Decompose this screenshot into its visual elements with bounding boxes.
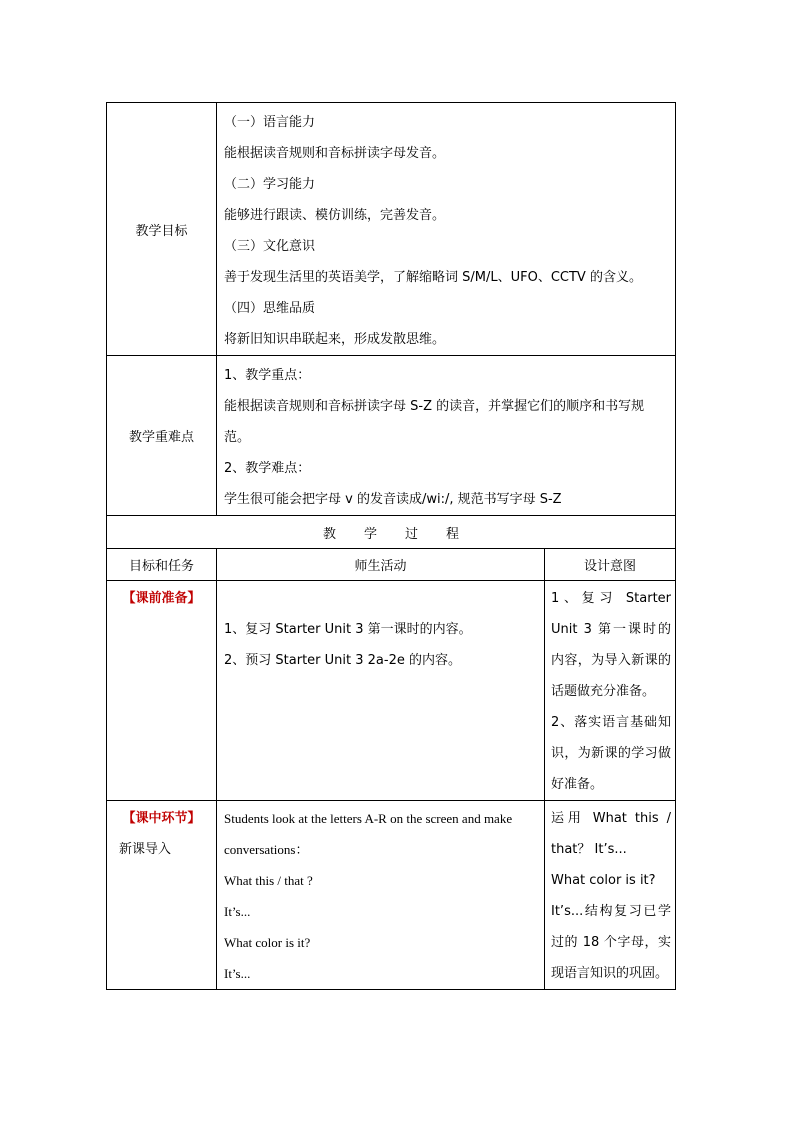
preparation-activities-cell [217,581,545,801]
objective-text-language: 能根据读音规则和音标拼读字母发音。 [224,146,446,161]
lesson-intent-1: 运用 What this / that？ It’s... [551,811,672,857]
lesson-intent-2: What color is it? [551,873,656,888]
preparation-goal-cell [107,581,217,801]
preparation-intent-1: 1、复习 Starter Unit 3 第一课时的内容，为导入新课的话题做充分准备。 [551,591,672,699]
lesson-activity-1: Students look at the letters A-R on the screen and make conversations： [224,811,513,857]
difficult-point-text: 学生很可能会把字母 v 的发音读成/wi:/, 规范书写字母 S-Z [224,492,562,507]
process-row-lesson [107,801,676,990]
lesson-tag: 【课中环节】 [122,811,201,826]
preparation-intent-cell [545,581,676,801]
key-points-row [107,356,676,516]
lesson-activity-5: It’s... [224,966,251,981]
preparation-tag: 【课前准备】 [122,591,201,606]
header-intent: 设计意图 [545,549,676,581]
objective-heading-language: （一）语言能力 [224,115,316,130]
key-points-label: 教学重难点 [107,356,217,516]
header-activities: 师生活动 [217,549,545,581]
objective-text-learning: 能够进行跟读、模仿训练，完善发音。 [224,208,446,223]
lesson-plan-table [106,102,676,990]
key-points-content [217,356,676,516]
objectives-content [217,103,676,356]
lesson-intent-cell [545,801,676,990]
header-goal: 目标和任务 [107,549,217,581]
process-header-row [107,549,676,581]
lesson-subtitle: 新课导入 [119,842,172,857]
key-point-text: 能根据读音规则和音标拼读字母 S-Z 的读音，并掌握它们的顺序和书写规范。 [224,399,645,445]
lesson-activities-cell [217,801,545,990]
lesson-activity-2: What this / that ? [224,873,313,888]
difficult-point-heading: 2、教学难点： [224,461,311,476]
process-title: 教学过程 [107,516,676,549]
preparation-activity-2: 2、预习 Starter Unit 3 2a-2e 的内容。 [224,653,461,668]
objective-text-thinking: 将新旧知识串联起来，形成发散思维。 [224,332,446,347]
key-point-heading: 1、教学重点： [224,368,311,383]
lesson-intent-3: It’s...结构复习已学过的 18 个字母，实现语言知识的巩固。 [551,904,672,981]
process-row-preparation [107,581,676,801]
objective-text-culture: 善于发现生活里的英语美学，了解缩略词 S/M/L、UFO、CCTV 的含义。 [224,270,642,285]
preparation-intent-2: 2、落实语言基础知识，为新课的学习做好准备。 [551,715,672,792]
objective-heading-thinking: （四）思维品质 [224,301,316,316]
objective-heading-learning: （二）学习能力 [224,177,316,192]
lesson-goal-cell [107,801,217,990]
lesson-activity-4: What color is it? [224,935,311,950]
process-title-row [107,516,676,549]
preparation-activity-1: 1、复习 Starter Unit 3 第一课时的内容。 [224,622,472,637]
lesson-activity-3: It’s... [224,904,251,919]
objectives-row [107,103,676,356]
objective-heading-culture: （三）文化意识 [224,239,316,254]
objectives-label: 教学目标 [107,103,217,356]
